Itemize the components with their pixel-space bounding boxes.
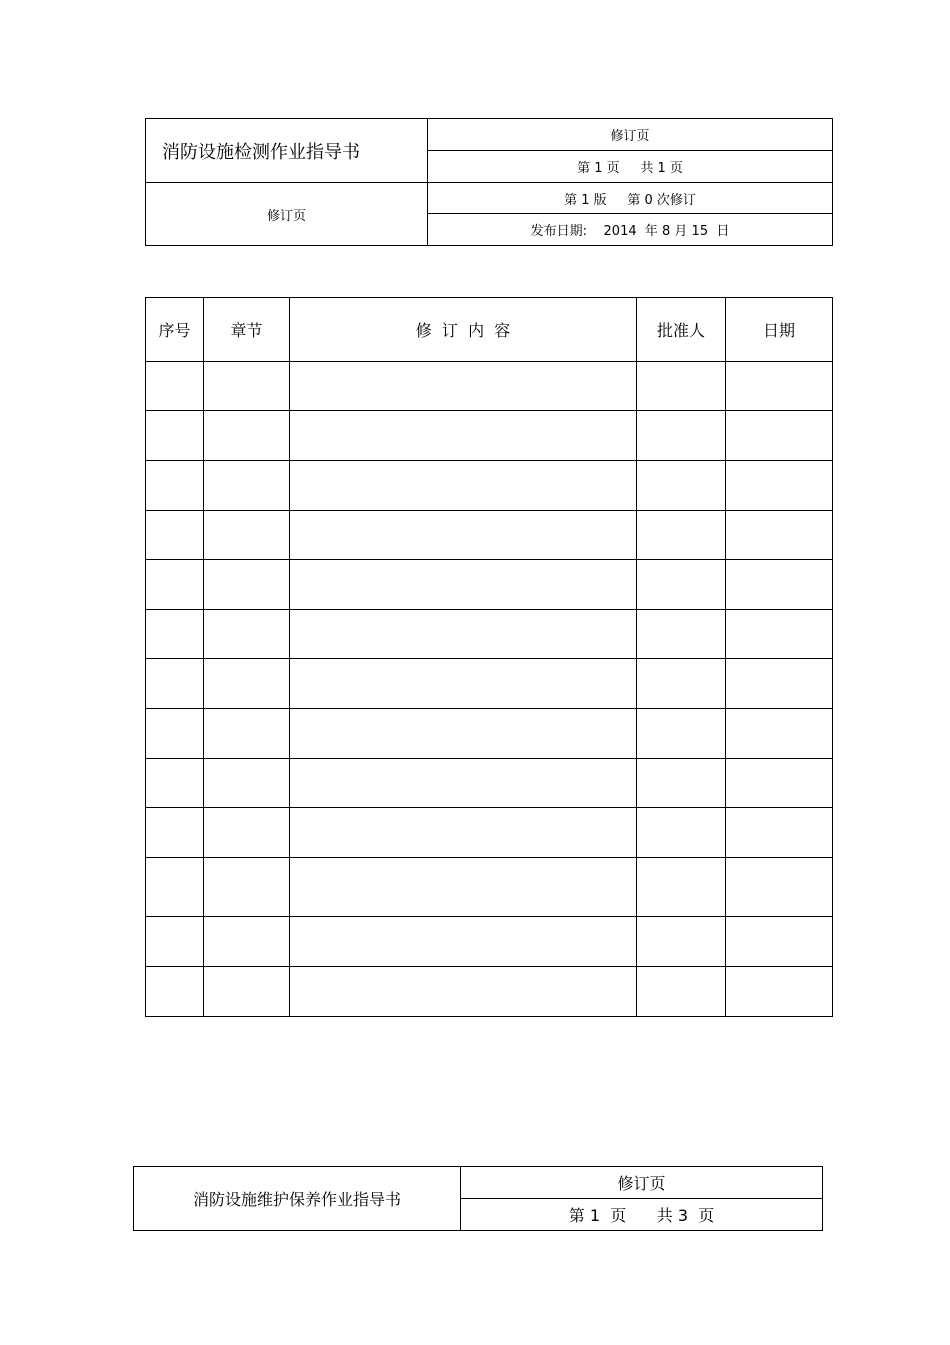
row-divider [146,966,832,967]
row-divider [146,857,832,858]
header-page-info: 第 1 页 共 1 页 [577,161,683,176]
header-release-date: 发布日期: 2014 年 8 月 15 日 [530,224,730,239]
section-label: 修订页 [266,208,306,224]
document-title: 消防设施检测作业指导书 [162,141,360,163]
footer-right-title: 修订页 [617,1174,666,1193]
row-divider [146,658,832,659]
revision-table [145,297,833,1017]
footer-table [133,1166,823,1231]
column-header-index: 序号 [158,321,191,340]
column-header-approver: 批准人 [656,321,705,340]
column-divider [203,298,204,1016]
footer-document-title: 消防设施维护保养作业指导书 [192,1190,401,1209]
column-divider [289,298,290,1016]
column-header-chapter: 章节 [230,321,263,340]
column-header-content: 修 订 内 容 [415,321,511,340]
row-divider [146,609,832,610]
header-row-divider [146,361,832,362]
row-divider [146,916,832,917]
row-divider [146,510,832,511]
row-divider [146,410,832,411]
row-divider [146,559,832,560]
column-header-date: 日期 [762,321,795,340]
header-version-info: 第 1 版 第 0 次修订 [564,192,696,208]
column-divider [636,298,637,1016]
column-divider [725,298,726,1016]
row-divider [146,758,832,759]
row-divider [146,708,832,709]
header-right-title: 修订页 [610,129,650,144]
footer-page-info: 第 1 页 共 3 页 [568,1206,715,1225]
row-divider [146,460,832,461]
row-divider [146,807,832,808]
header-table [145,118,833,246]
